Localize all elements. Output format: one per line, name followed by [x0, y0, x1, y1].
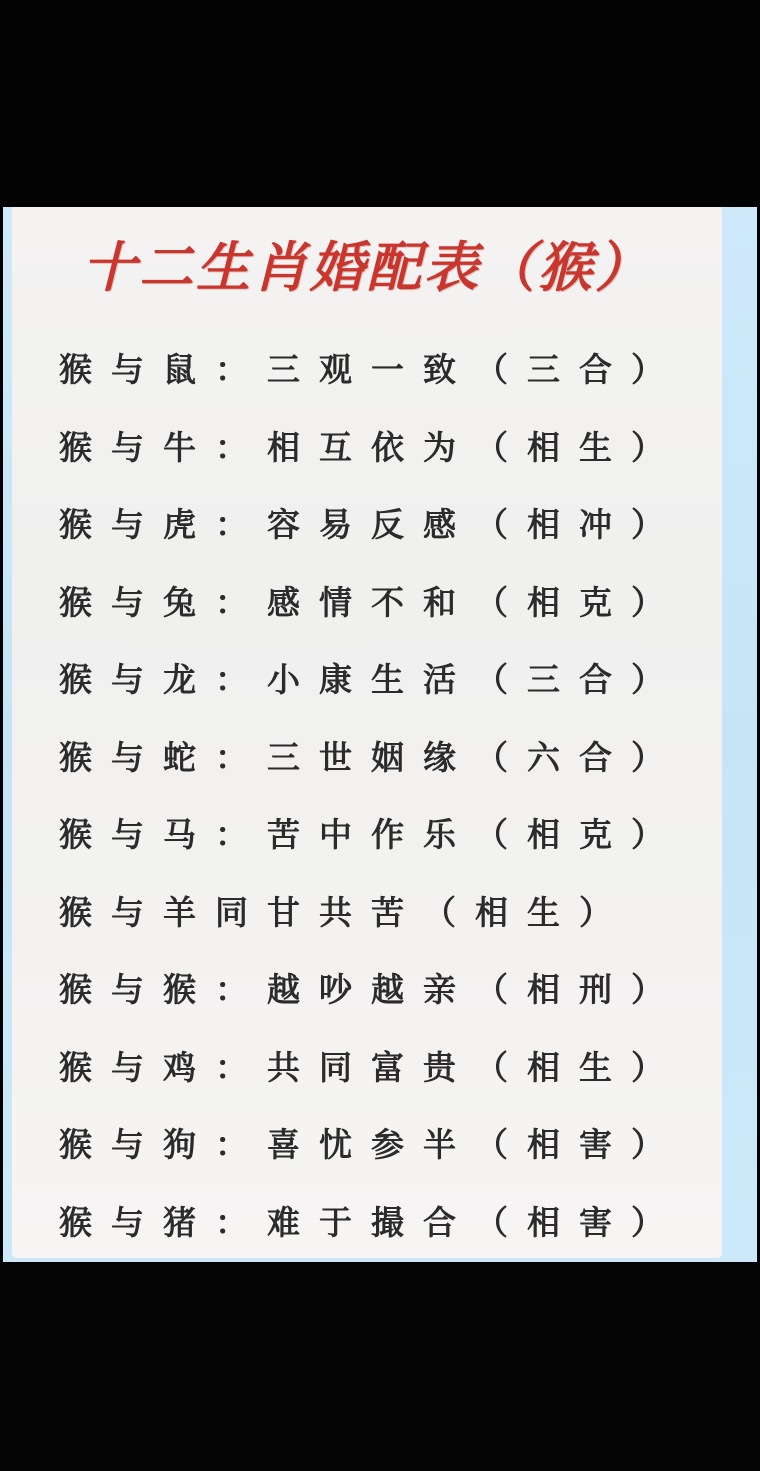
blue-background-band: [3, 207, 757, 1262]
list-item-goat: 猴与羊同甘共苦（相生）: [59, 893, 631, 931]
list-item-rat: 猴与鼠：三观一致（三合）: [59, 351, 683, 389]
list-item-monkey: 猴与猴：越吵越亲（相刑）: [59, 971, 683, 1009]
list-item-tiger: 猴与虎：容易反感（相冲）: [59, 506, 683, 544]
list-item-dog: 猴与狗：喜忧参半（相害）: [59, 1126, 683, 1164]
list-item-snake: 猴与蛇：三世姻缘（六合）: [59, 738, 683, 776]
list-item-ox: 猴与牛：相互依为（相生）: [59, 428, 683, 466]
list-item-rooster: 猴与鸡：共同富贵（相生）: [59, 1048, 683, 1086]
list-item-dragon: 猴与龙：小康生活（三合）: [59, 661, 683, 699]
list-item-horse: 猴与马：苦中作乐（相克）: [59, 816, 683, 854]
page-title: 十二生肖婚配表（猴）: [82, 238, 652, 298]
bottom-letterbox-bar: [0, 1262, 760, 1471]
list-item-pig: 猴与猪：难于撮合（相害）: [59, 1203, 683, 1241]
compatibility-list: [59, 329, 702, 1259]
zodiac-compatibility-card: [12, 207, 722, 1258]
list-item-rabbit: 猴与兔：感情不和（相克）: [59, 583, 683, 621]
top-letterbox-bar: [0, 0, 760, 207]
